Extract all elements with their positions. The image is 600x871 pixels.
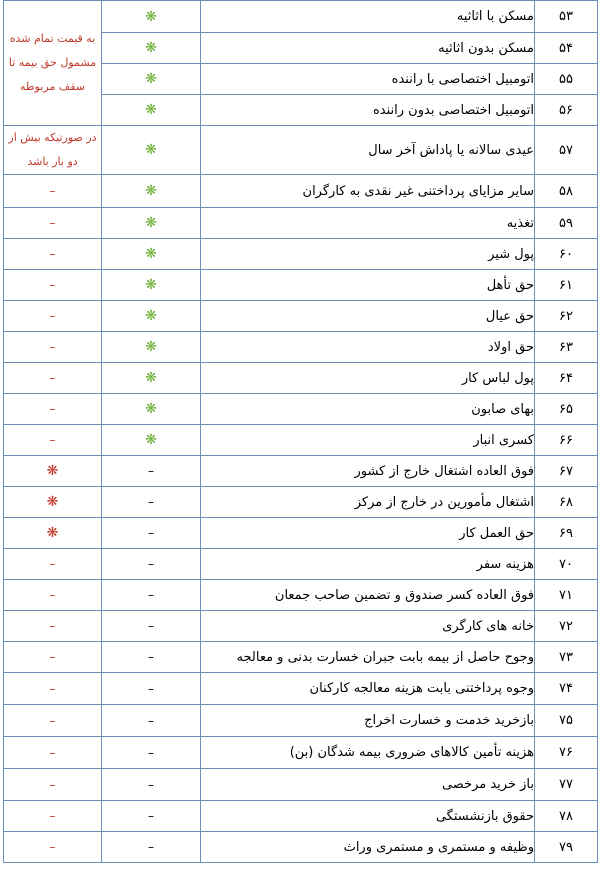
- dash-cell: [4, 363, 102, 394]
- row-number: ۷۴: [535, 673, 598, 705]
- green-star-icon: [102, 64, 201, 95]
- green-star-icon: [102, 33, 201, 64]
- table-row: [4, 332, 598, 363]
- row-number: ۶۹: [535, 518, 598, 549]
- red-dash-icon: –: [49, 402, 56, 416]
- dash-cell: [4, 769, 102, 801]
- green-star-icon: ❋: [145, 246, 157, 262]
- green-star-icon: [102, 270, 201, 301]
- row-number: ۶۰: [535, 239, 598, 270]
- table-row: [4, 705, 598, 737]
- green-star-icon: [102, 425, 201, 456]
- red-star-cell: [4, 518, 102, 549]
- table-row: [4, 1, 598, 33]
- dash-cell: [4, 737, 102, 769]
- row-title: اتومبیل اختصاصی بدون راننده: [201, 95, 535, 126]
- red-star-cell: [4, 456, 102, 487]
- row-title: فوق العاده اشتغال خارج از کشور: [201, 456, 535, 487]
- red-dash-icon: –: [49, 216, 56, 230]
- row-number: ۶۴: [535, 363, 598, 394]
- dash-cell: [4, 580, 102, 611]
- row-title: هزینه تأمین کالاهای ضروری بیمه شدگان (بن): [201, 737, 535, 769]
- row-title: بازخرید خدمت و خسارت اخراج: [201, 705, 535, 737]
- row-number: ۶۲: [535, 301, 598, 332]
- row-number: ۶۶: [535, 425, 598, 456]
- green-star-icon: [102, 301, 201, 332]
- table-row: [4, 487, 598, 518]
- dash-mark: [102, 801, 201, 832]
- red-dash-icon: –: [49, 247, 56, 261]
- green-star-icon: ❋: [145, 308, 157, 324]
- table-row: [4, 518, 598, 549]
- dash-icon: –: [148, 650, 154, 664]
- dash-mark: [102, 769, 201, 801]
- green-star-icon: [102, 175, 201, 208]
- dash-icon: –: [148, 809, 154, 823]
- green-star-icon: [102, 239, 201, 270]
- red-dash-icon: –: [49, 371, 56, 385]
- row-title: سایر مزایای پرداختنی غیر نقدی به کارگران: [201, 175, 535, 208]
- row-title: هزینه سفر: [201, 549, 535, 580]
- dash-icon: –: [148, 777, 154, 792]
- row-title: تغذیه: [201, 208, 535, 239]
- red-dash-icon: –: [49, 588, 56, 602]
- dash-mark: [102, 705, 201, 737]
- row-title: اشتغال مأمورین در خارج از مرکز: [201, 487, 535, 518]
- dash-icon: –: [148, 681, 154, 696]
- row-title: مسکن با اثاثیه: [201, 1, 535, 33]
- row-number: ۷۹: [535, 832, 598, 863]
- dash-mark: [102, 518, 201, 549]
- row-title: مسکن بدون اثاثیه: [201, 33, 535, 64]
- row-number: ۷۷: [535, 769, 598, 801]
- dash-cell: [4, 239, 102, 270]
- red-star-icon: ❋: [46, 463, 59, 479]
- dash-cell: [4, 801, 102, 832]
- green-star-icon: ❋: [145, 370, 157, 386]
- dash-icon: –: [148, 557, 154, 571]
- row-number: ۵۸: [535, 175, 598, 208]
- row-title: خانه های کارگری: [201, 611, 535, 642]
- dash-cell: [4, 270, 102, 301]
- dash-icon: –: [148, 495, 154, 509]
- row-number: ۷۱: [535, 580, 598, 611]
- row-title: عیدی سالانه یا پاداش آخر سال: [201, 126, 535, 175]
- row-number: ۷۳: [535, 642, 598, 673]
- dash-cell: [4, 611, 102, 642]
- dash-mark: [102, 832, 201, 863]
- green-star-icon: ❋: [145, 71, 157, 87]
- green-star-icon: ❋: [145, 277, 157, 293]
- table-row: [4, 456, 598, 487]
- row-title: وظیفه و مستمری و مستمری وراث: [201, 832, 535, 863]
- dash-cell: [4, 549, 102, 580]
- row-number: ۵۶: [535, 95, 598, 126]
- dash-cell: [4, 705, 102, 737]
- row-title: وجوه پرداختنی بابت هزینه معالجه کارکنان: [201, 673, 535, 705]
- row-number: ۷۸: [535, 801, 598, 832]
- row-number: ۵۷: [535, 126, 598, 175]
- table-row: [4, 301, 598, 332]
- dash-cell: [4, 175, 102, 208]
- red-dash-icon: –: [49, 278, 56, 292]
- table-row: [4, 801, 598, 832]
- table-row: [4, 394, 598, 425]
- dash-icon: –: [148, 745, 154, 760]
- row-number: ۶۳: [535, 332, 598, 363]
- table-row: [4, 239, 598, 270]
- dash-mark: [102, 737, 201, 769]
- green-star-icon: ❋: [145, 401, 157, 417]
- note-insured-ceiling: به قیمت تمام شده مشمول حق بیمه تا سقف مربوطه: [4, 1, 102, 126]
- note-more-than-twice: در صورتیکه بیش از دو بار باشد: [4, 126, 102, 175]
- dash-icon: –: [148, 588, 154, 602]
- table-row: [4, 270, 598, 301]
- contribution-table: [3, 0, 598, 863]
- red-dash-icon: –: [49, 745, 56, 760]
- dash-icon: –: [148, 619, 154, 633]
- row-number: ۵۴: [535, 33, 598, 64]
- row-number: ۶۸: [535, 487, 598, 518]
- dash-mark: [102, 580, 201, 611]
- red-star-cell: [4, 487, 102, 518]
- row-number: ۵۳: [535, 1, 598, 33]
- green-star-icon: ❋: [145, 142, 157, 158]
- red-dash-icon: –: [49, 309, 56, 323]
- row-number: ۵۵: [535, 64, 598, 95]
- row-number: ۷۶: [535, 737, 598, 769]
- table-row: [4, 580, 598, 611]
- red-star-icon: ❋: [46, 494, 59, 510]
- green-star-icon: [102, 394, 201, 425]
- green-star-icon: [102, 95, 201, 126]
- dash-cell: [4, 642, 102, 673]
- dash-cell: [4, 208, 102, 239]
- green-star-icon: [102, 126, 201, 175]
- row-title: پول شیر: [201, 239, 535, 270]
- row-title: پول لباس کار: [201, 363, 535, 394]
- table-row: [4, 673, 598, 705]
- green-star-icon: ❋: [145, 183, 157, 199]
- dash-mark: [102, 642, 201, 673]
- table-row: [4, 175, 598, 208]
- table-row: [4, 363, 598, 394]
- dash-cell: [4, 394, 102, 425]
- red-dash-icon: –: [49, 184, 56, 198]
- red-dash-icon: –: [49, 650, 56, 664]
- table-row: [4, 126, 598, 175]
- table-row: [4, 208, 598, 239]
- red-star-icon: ❋: [46, 525, 59, 541]
- green-star-icon: ❋: [145, 432, 157, 448]
- red-dash-icon: –: [49, 433, 56, 447]
- dash-mark: [102, 487, 201, 518]
- row-title: حق تأهل: [201, 270, 535, 301]
- table-row: [4, 832, 598, 863]
- row-title: اتومبیل اختصاصی با راننده: [201, 64, 535, 95]
- green-star-icon: [102, 363, 201, 394]
- dash-icon: –: [148, 840, 154, 854]
- dash-mark: [102, 611, 201, 642]
- row-title: کسری انبار: [201, 425, 535, 456]
- table-row: [4, 549, 598, 580]
- row-number: ۶۵: [535, 394, 598, 425]
- row-number: ۶۱: [535, 270, 598, 301]
- green-star-icon: ❋: [145, 40, 157, 56]
- green-star-icon: [102, 208, 201, 239]
- row-title: حق العمل کار: [201, 518, 535, 549]
- row-number: ۷۰: [535, 549, 598, 580]
- row-title: وجوح حاصل از بیمه بابت جبران خسارت بدنی و معالجه: [201, 642, 535, 673]
- red-dash-icon: –: [49, 777, 56, 792]
- green-star-icon: ❋: [145, 8, 157, 25]
- dash-icon: –: [148, 713, 154, 728]
- red-dash-icon: –: [49, 713, 56, 728]
- row-title: حق اولاد: [201, 332, 535, 363]
- dash-cell: [4, 301, 102, 332]
- dash-mark: [102, 549, 201, 580]
- dash-cell: [4, 332, 102, 363]
- red-dash-icon: –: [49, 557, 56, 571]
- row-title: بهای صابون: [201, 394, 535, 425]
- green-star-icon: ❋: [145, 102, 157, 118]
- row-title: باز خرید مرخصی: [201, 769, 535, 801]
- dash-cell: [4, 673, 102, 705]
- red-dash-icon: –: [49, 619, 56, 633]
- red-dash-icon: –: [49, 840, 56, 854]
- green-star-icon: ❋: [145, 339, 157, 355]
- row-number: ۶۷: [535, 456, 598, 487]
- row-title: فوق العاده کسر صندوق و تضمین صاحب جمعان: [201, 580, 535, 611]
- table-row: [4, 611, 598, 642]
- dash-mark: [102, 456, 201, 487]
- red-dash-icon: –: [49, 809, 56, 823]
- dash-icon: –: [148, 526, 154, 540]
- row-title: حق عیال: [201, 301, 535, 332]
- dash-icon: –: [148, 464, 154, 478]
- row-title: حقوق بازنشستگی: [201, 801, 535, 832]
- dash-cell: [4, 425, 102, 456]
- dash-cell: [4, 832, 102, 863]
- red-dash-icon: –: [49, 681, 56, 696]
- table-row: [4, 737, 598, 769]
- green-star-icon: [102, 1, 201, 33]
- table-row: [4, 425, 598, 456]
- row-number: ۷۵: [535, 705, 598, 737]
- table-row: [4, 642, 598, 673]
- row-number: ۷۲: [535, 611, 598, 642]
- green-star-icon: ❋: [145, 215, 157, 231]
- green-star-icon: [102, 332, 201, 363]
- row-number: ۵۹: [535, 208, 598, 239]
- table-row: [4, 769, 598, 801]
- red-dash-icon: –: [49, 340, 56, 354]
- dash-mark: [102, 673, 201, 705]
